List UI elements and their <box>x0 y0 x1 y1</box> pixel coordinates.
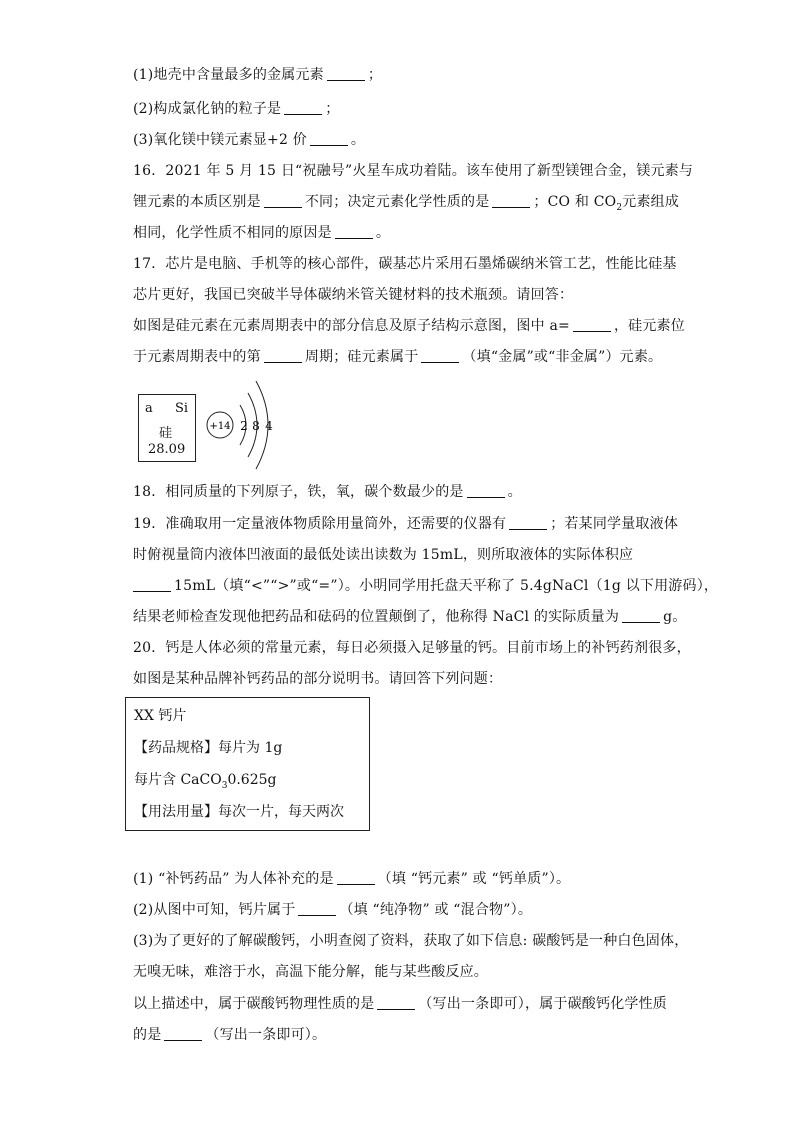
periodic-table-cell-silicon <box>138 394 196 462</box>
q20-part1: (1) “补钙药品” 为人体补充的是 （填 “钙元素” 或 “钙单质”）。 <box>133 871 571 887</box>
shell-electrons-3: 4 <box>265 419 273 433</box>
q20-part3-line2: 无嗅无味，难溶于水，高温下能分解，能与某些酸反应。 <box>133 964 488 980</box>
q16-line2: 锂元素的本质区别是 不同；决定元素化学性质的是 ；CO 和 $CO_2$元素组成 <box>133 194 680 213</box>
answer-blank[interactable] <box>467 483 505 498</box>
nucleus-charge: +14 <box>209 421 231 432</box>
answer-blank[interactable] <box>377 995 415 1010</box>
q16-line3: 相同，化学性质不相同的原因是 。 <box>133 225 391 241</box>
answer-blank[interactable] <box>337 870 375 885</box>
q19-line3: 15mL（填“<”“>”或“=”）。小明同学用托盘天平称了 5.4gNaCl（1g 以下用游码）， <box>133 576 718 596</box>
label-content: 每片含 CaCO$_3$0.625g <box>134 772 277 791</box>
q15-part2: (2)构成氯化钠的粒子是 ； <box>133 101 340 117</box>
answer-blank[interactable] <box>622 608 660 623</box>
shell-electrons-2: 8 <box>252 419 260 433</box>
answer-blank[interactable] <box>492 193 530 208</box>
answer-blank[interactable] <box>164 1026 202 1041</box>
answer-blank[interactable] <box>509 515 547 530</box>
answer-blank[interactable] <box>133 577 171 592</box>
label-specification: 【药品规格】每片为 1g <box>134 740 283 756</box>
q20-part3-line3: 以上描述中，属于碳酸钙物理性质的是 （写出一条即可），属于碳酸钙化学性质 <box>133 996 668 1012</box>
q20-line1: 20．钙是人体必须的常量元素，每日必须摄入足够量的钙。目前市场上的补钙药剂很多， <box>133 640 691 656</box>
label-product-name: XX 钙片 <box>134 708 187 724</box>
q20-part2: (2)从图中可知，钙片属于 （填 “纯净物” 或 “混合物”）。 <box>133 902 533 918</box>
q19-line4: 结果老师检查发现他把药品和砝码的位置颠倒了，他称得 NaCl 的实际质量为 g。 <box>133 609 687 625</box>
element-name: 硅 <box>159 426 173 441</box>
shell-electrons-1: 2 <box>240 419 248 433</box>
atom-structure-diagram <box>200 375 290 475</box>
q17-line2: 芯片更好，我国已突破半导体碳纳米管关键材料的技术瓶颈。请回答： <box>133 287 574 303</box>
q17-line4: 于元素周期表中的第 周期；硅元素属于 （填“金属”或“非金属”）元素。 <box>133 349 663 365</box>
answer-blank[interactable] <box>310 131 348 146</box>
q15-part1: (1)地壳中含量最多的金属元素 ； <box>133 67 383 83</box>
answer-blank[interactable] <box>298 901 336 916</box>
q16-line1: 16．2021 年 5 月 15 日“祝融号”火星车成功着陆。该车使用了新型镁锂合金，镁元素与 <box>133 163 694 179</box>
answer-blank[interactable] <box>284 100 322 115</box>
element-symbol: Si <box>175 401 189 416</box>
q19-line1: 19．准确取用一定量液体物质除用量筒外，还需要的仪器有 ；若某同学量取液体 <box>133 516 679 532</box>
answer-blank[interactable] <box>421 348 459 363</box>
medicine-label-box <box>125 697 370 831</box>
q17-line3: 如图是硅元素在元素周期表中的部分信息及原子结构示意图，图中 a= ，硅元素位 <box>133 318 685 334</box>
answer-blank[interactable] <box>264 348 302 363</box>
q20-part3-line1: (3)为了更好的了解碳酸钙，小明查阅了资料，获取了如下信息: 碳酸钙是一种白色固体， <box>133 933 689 949</box>
atomic-number: a <box>145 401 153 416</box>
answer-blank[interactable] <box>327 66 365 81</box>
q15-part3: (3)氧化镁中镁元素显+2 价 。 <box>133 132 366 148</box>
q20-part3-line4: 的是 （写出一条即可）。 <box>133 1027 327 1043</box>
answer-blank[interactable] <box>573 317 611 332</box>
answer-blank[interactable] <box>335 224 373 239</box>
q20-line2: 如图是某种品牌补钙药品的部分说明书。请回答下列问题： <box>133 671 503 687</box>
answer-blank[interactable] <box>264 193 302 208</box>
q19-line2: 时俯视量筒内液体凹液面的最低处读出读数为 15mL，则所取液体的实际体积应 <box>133 547 634 563</box>
atomic-mass: 28.09 <box>148 442 186 457</box>
q17-line1: 17．芯片是电脑、手机等的核心部件，碳基芯片采用石墨烯碳纳米管工艺，性能比硅基 <box>133 256 677 272</box>
q18-line: 18．相同质量的下列原子，铁，氧，碳个数最少的是 。 <box>133 484 522 500</box>
label-dosage: 【用法用量】每次一片，每天两次 <box>134 804 344 820</box>
